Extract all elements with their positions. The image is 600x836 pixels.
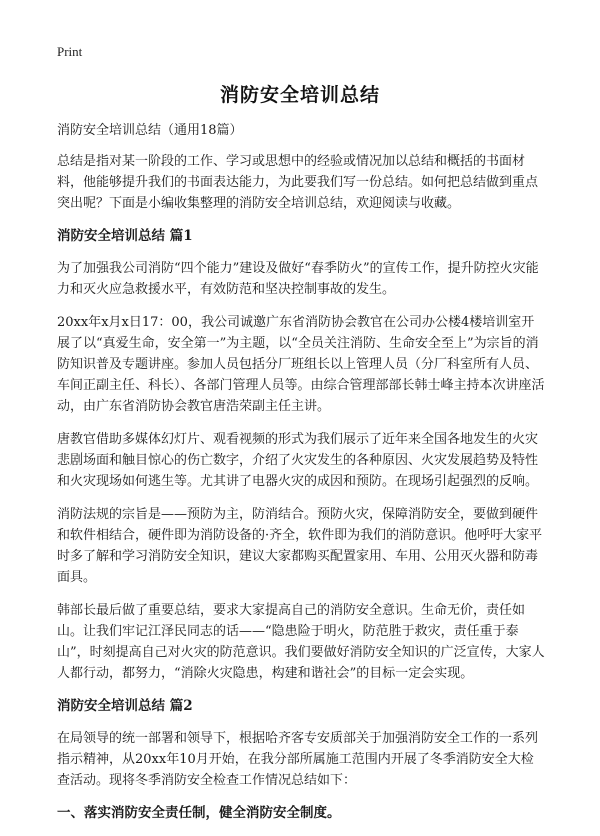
section-1-paragraph: 20xx年x月x日17：00，我公司诚邀广东省消防协会教官在公司办公楼4楼培训室开展了以“真爱生命，安全第一”为主题，以“全员关注消防、生命安全至上”为宗旨的消防知识普及专题讲座。参加人员包括分厂班组长以上管理人员（分厂科室所有人员、车间正副主任、科长）、各部门管理人员等。由综合管理部部长韩士峰主持本次讲座活动，由广东省消防协会教官唐浩荣副主任主讲。 — [57, 315, 545, 414]
section-2-paragraph: 在局领导的统一部署和领导下，根据哈齐客专安质部关于加强消防安全工作的一系列指示精神，从20xx年10月开始，在我分部所属施工范围内开展了冬季消防安全大检查活动。现将冬季消防安全检查工作情况总结如下： — [57, 731, 539, 788]
page-title: 消防安全培训总结 — [219, 84, 380, 106]
intro-paragraph: 总结是指对某一阶段的工作、学习或思想中的经验或情况加以总结和概括的书面材料，他能够提升我们的书面表达能力，为此要我们写一份总结。如何把总结做到重点突出呢？下面是小编收集整理的消防安全培训总结，欢迎阅读与收藏。 — [57, 154, 539, 211]
section-2-heading: 消防安全培训总结 篇2 — [57, 698, 193, 714]
print-link[interactable]: Print — [57, 44, 83, 59]
section-1-heading: 消防安全培训总结 篇1 — [57, 228, 193, 244]
section-1-paragraph: 韩部长最后做了重要总结，要求大家提高自己的消防安全意识。生命无价，责任如山。让我们牢记江泽民同志的话——“隐患险于明火，防范胜于救灾，责任重于泰山”，时刻提高自己对火灾的防范意识。我们要做好消防安全知识的广泛宣传，大家人人都行动，都努力，“消除火灾隐患，构建和谐社会”的目标一定会实现。 — [57, 603, 545, 681]
section-1-paragraph: 为了加强我公司消防“四个能力”建设及做好“春季防火”的宣传工作，提升防控火灾能力和灭火应急救援水平，有效防范和坚决控制事故的发生。 — [57, 261, 539, 297]
section-1-paragraph: 唐教官借助多媒体幻灯片、观看视频的形式为我们展示了近年来全国各地发生的火灾悲剧场面和触目惊心的伤亡数字，介绍了火灾发生的各种原因、火灾发展趋势及特性和火灾现场如何逃生等。尤其讲了电器火灾的成因和预防。在现场引起强烈的反响。 — [57, 432, 539, 489]
document-body — [57, 120, 545, 836]
section-2-subheading: 一、落实消防安全责任制，健全消防安全制度。 — [57, 805, 341, 821]
document-subtitle: 消防安全培训总结（通用18篇） — [57, 123, 243, 138]
section-1-paragraph: 消防法规的宗旨是——预防为主，防消结合。预防火灾，保障消防安全，要做到硬件和软件相结合，硬件即为消防设备的·齐全，软件即为我们的消防意识。他呼吁大家平时多了解和学习消防安全知识，建议大家都购买配置家用、车用、公用灭火器和防毒面具。 — [57, 507, 543, 585]
